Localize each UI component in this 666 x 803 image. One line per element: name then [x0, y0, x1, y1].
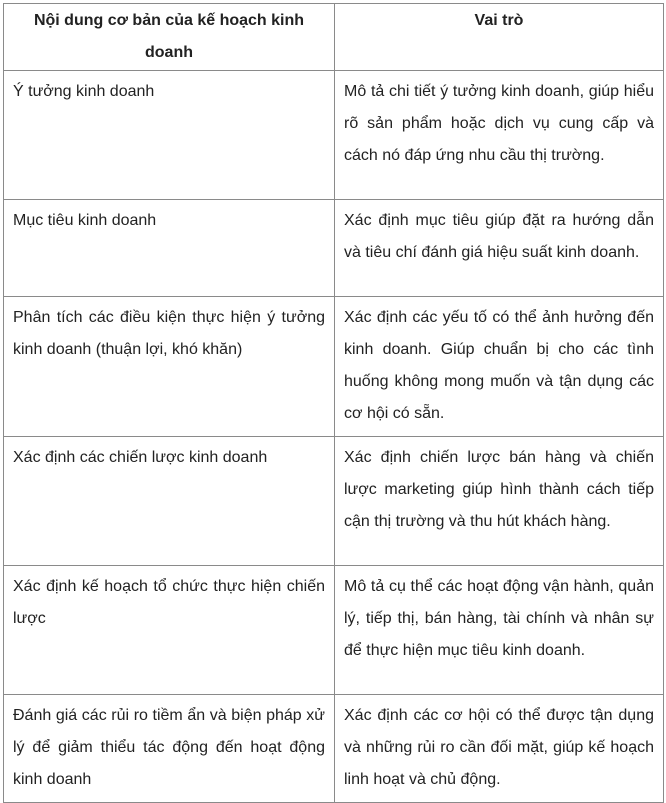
table-row: [4, 695, 664, 803]
header-row: [4, 4, 664, 71]
table-row: [4, 200, 664, 297]
table-row: [4, 566, 664, 695]
content-cell: Đánh giá các rủi ro tiềm ẩn và biện pháp xử lý để giảm thiểu tác động đến hoạt động kinh doanh: [4, 695, 335, 803]
content-cell: Phân tích các điều kiện thực hiện ý tưởng kinh doanh (thuận lợi, khó khăn): [4, 297, 335, 437]
role-cell: Mô tả cụ thể các hoạt động vận hành, quản lý, tiếp thị, bán hàng, tài chính và nhân sự để thực hiện mục tiêu kinh doanh.: [335, 566, 664, 695]
content-cell: Xác định kế hoạch tổ chức thực hiện chiến lược: [4, 566, 335, 695]
table-row: [4, 71, 664, 200]
content-cell: Mục tiêu kinh doanh: [4, 200, 335, 297]
role-cell: Xác định mục tiêu giúp đặt ra hướng dẫn và tiêu chí đánh giá hiệu suất kinh doanh.: [335, 200, 664, 297]
role-cell: Xác định chiến lược bán hàng và chiến lược marketing giúp hình thành cách tiếp cận thị trường và thu hút khách hàng.: [335, 437, 664, 566]
table-row: [4, 297, 664, 437]
content-cell: Xác định các chiến lược kinh doanh: [4, 437, 335, 566]
role-cell: Xác định các yếu tố có thể ảnh hưởng đến kinh doanh. Giúp chuẩn bị cho các tình huống không mong muốn và tận dụng các cơ hội có sẵn.: [335, 297, 664, 437]
header-role: Vai trò: [335, 4, 664, 71]
content-cell: Ý tưởng kinh doanh: [4, 71, 335, 200]
table-row: [4, 437, 664, 566]
role-cell: Mô tả chi tiết ý tưởng kinh doanh, giúp hiểu rõ sản phẩm hoặc dịch vụ cung cấp và cách nó đáp ứng nhu cầu thị trường.: [335, 71, 664, 200]
business-plan-table: [3, 3, 664, 803]
role-cell: Xác định các cơ hội có thể được tận dụng và những rủi ro cần đối mặt, giúp kế hoạch linh hoạt và chủ động.: [335, 695, 664, 803]
header-content: Nội dung cơ bản của kế hoạch kinh doanh: [4, 4, 335, 71]
